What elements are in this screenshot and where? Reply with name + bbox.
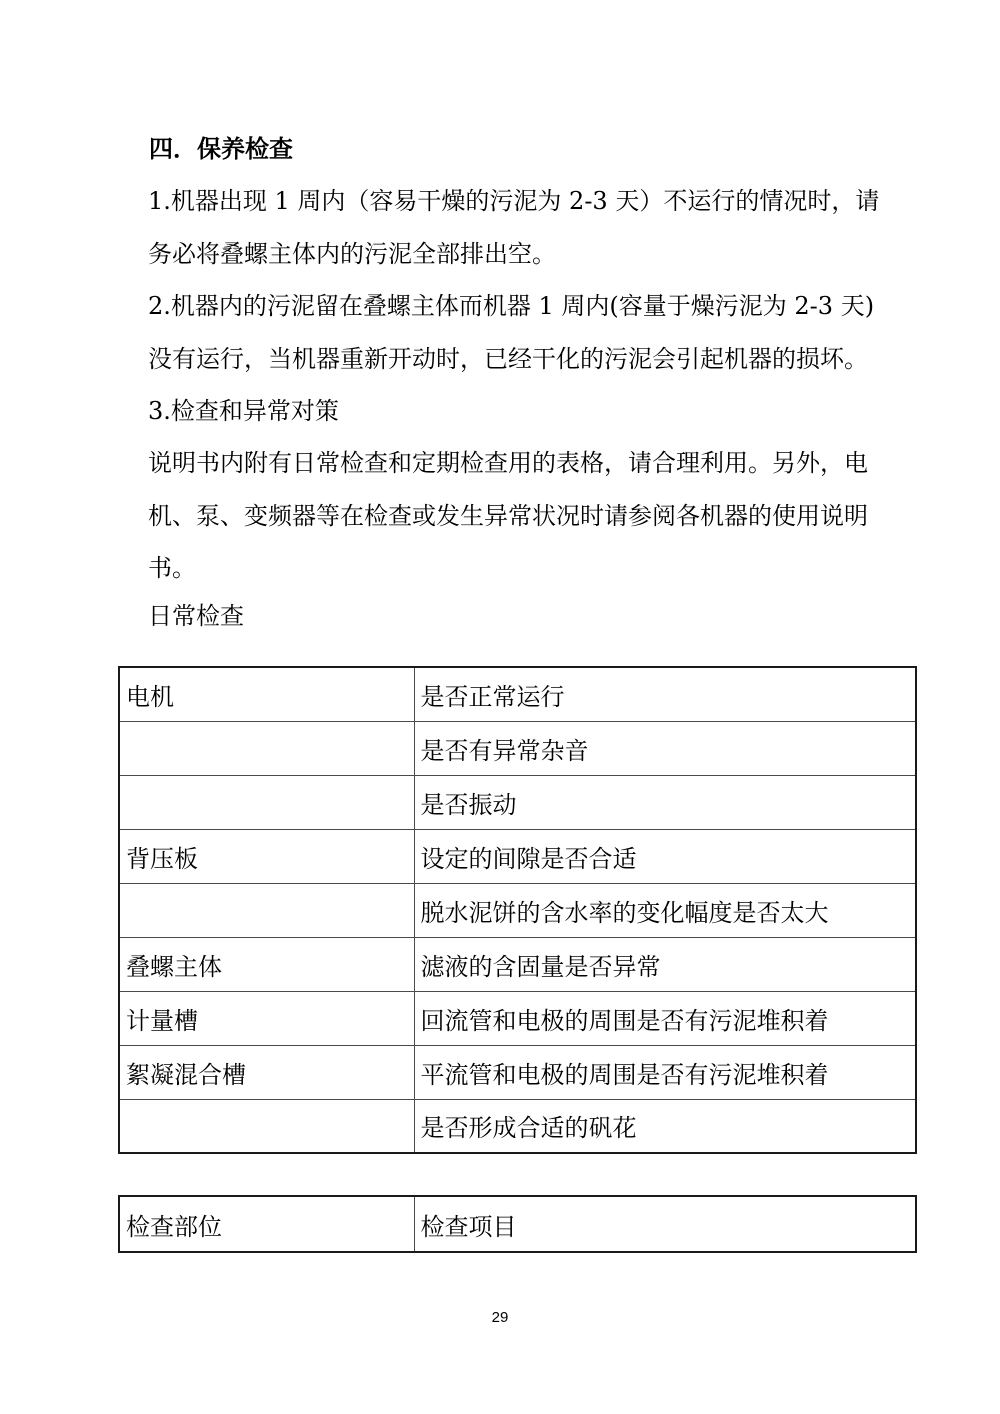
table-row: [119, 1196, 916, 1252]
table-cell-part: [119, 1099, 414, 1153]
paragraph-3-line-1: 3.检查和异常对策: [148, 397, 339, 425]
page-number: 29: [491, 1309, 509, 1326]
header-cell-part: 检查部位: [119, 1196, 414, 1252]
table-cell-item: 回流管和电极的周围是否有污泥堆积着: [414, 991, 916, 1045]
paragraph-1-line-2: 务必将叠螺主体内的污泥全部排出空。: [148, 240, 556, 268]
table-cell-item: 是否有异常杂音: [414, 721, 916, 775]
daily-check-label: 日常检查: [148, 602, 244, 630]
table-row: [119, 1045, 916, 1099]
table-cell-item: 是否振动: [414, 775, 916, 829]
table-cell-item: 是否形成合适的矾花: [414, 1099, 916, 1153]
table-row: [119, 937, 916, 991]
table-row: [119, 829, 916, 883]
table-cell-part: [119, 883, 414, 937]
table-cell-part: [119, 775, 414, 829]
table-cell-part: 叠螺主体: [119, 937, 414, 991]
table-cell-item: 平流管和电极的周围是否有污泥堆积着: [414, 1045, 916, 1099]
table-cell-item: 滤液的含固量是否异常: [414, 937, 916, 991]
section-title: 四．保养检查: [149, 134, 293, 163]
table-cell-part: 絮凝混合槽: [119, 1045, 414, 1099]
check-header-table: [118, 1195, 917, 1253]
table-row: [119, 775, 916, 829]
table-cell-part: 电机: [119, 667, 414, 721]
table-cell-part: [119, 721, 414, 775]
table-row: [119, 1099, 916, 1153]
table-cell-part: 背压板: [119, 829, 414, 883]
paragraph-2-line-2: 没有运行，当机器重新开动时，已经干化的污泥会引起机器的损坏。: [148, 345, 868, 373]
table-cell-part: 计量槽: [119, 991, 414, 1045]
table-row: [119, 883, 916, 937]
daily-check-table: [118, 666, 917, 1154]
paragraph-4-line-2: 机、泵、变频器等在检查或发生异常状况时请参阅各机器的使用说明: [148, 502, 868, 530]
table-cell-item: 是否正常运行: [414, 667, 916, 721]
table-row: [119, 721, 916, 775]
paragraph-4-line-1: 说明书内附有日常检查和定期检查用的表格，请合理利用。另外，电: [148, 449, 868, 477]
header-cell-item: 检查项目: [414, 1196, 916, 1252]
table-cell-item: 脱水泥饼的含水率的变化幅度是否太大: [414, 883, 916, 937]
table-row: [119, 667, 916, 721]
table-row: [119, 991, 916, 1045]
paragraph-4-line-3: 书。: [148, 554, 196, 582]
paragraph-2-line-1: 2.机器内的污泥留在叠螺主体而机器 1 周内(容量于燥污泥为 2-3 天): [148, 292, 875, 320]
table-cell-item: 设定的间隙是否合适: [414, 829, 916, 883]
paragraph-1-line-1: 1.机器出现 1 周内（容易干燥的污泥为 2-3 天）不运行的情况时，请: [148, 187, 880, 215]
